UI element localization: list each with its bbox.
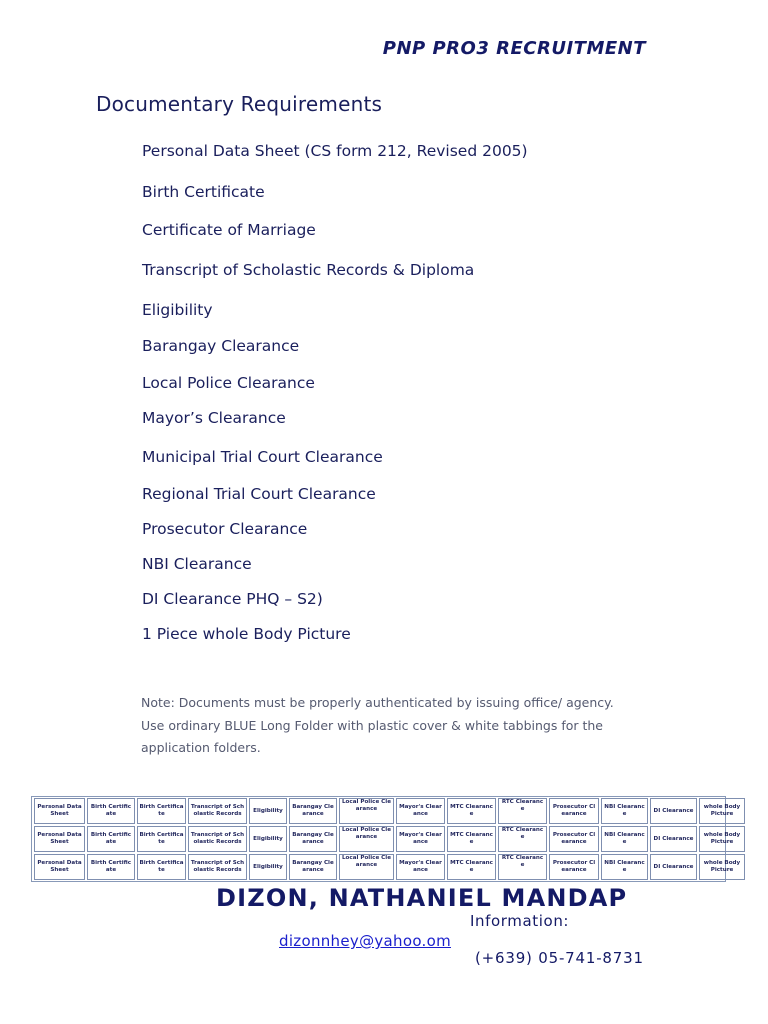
tab-label-cell: NBI Clearance	[601, 798, 648, 824]
requirement-item: Eligibility	[142, 301, 213, 319]
tab-label-cell: Prosecutor Clearance	[549, 826, 599, 852]
tab-label-cell: Birth Certificate	[137, 854, 186, 880]
tab-label-cell: whole Body Picture	[699, 798, 745, 824]
tab-label-cell: Eligibility	[249, 826, 287, 852]
requirement-item: NBI Clearance	[142, 555, 252, 573]
tab-label-cell: Barangay Clearance	[289, 798, 337, 824]
tab-label-cell: DI Clearance	[650, 854, 697, 880]
tab-label-cell: MTC Clearance	[447, 798, 496, 824]
tab-label-cell: Local Police Clearance	[339, 854, 394, 880]
tab-label-cell: Local Police Clearance	[339, 798, 394, 824]
tab-label-cell: Eligibility	[249, 798, 287, 824]
tab-label-cell: Transcript of Scholastic Records	[188, 826, 247, 852]
tab-label-cell: RTC Clearance	[498, 826, 547, 852]
tab-label-cell: MTC Clearance	[447, 826, 496, 852]
requirement-item: Local Police Clearance	[142, 374, 315, 392]
tab-label-cell: Prosecutor Clearance	[549, 798, 599, 824]
tab-label-cell: Mayor's Clearance	[396, 854, 445, 880]
requirement-item: Certificate of Marriage	[142, 221, 316, 239]
tab-label-cell: whole Body Picture	[699, 826, 745, 852]
tab-label-cell: NBI Clearance	[601, 826, 648, 852]
phone-number: (+639) 05-741-8731	[475, 949, 644, 967]
requirement-item: Birth Certificate	[142, 183, 265, 201]
tab-label-cell: Birth Certificate	[87, 826, 135, 852]
document-header: PNP PRO3 RECRUITMENT	[382, 38, 646, 59]
tab-label-cell: Transcript of Scholastic Records	[188, 854, 247, 880]
tab-row	[32, 853, 747, 881]
folder-tab-labels-table	[31, 796, 741, 882]
tab-label-cell: MTC Clearance	[447, 854, 496, 880]
note-line: Note: Documents must be properly authenticated by issuing office/ agency.	[141, 695, 614, 710]
requirement-item: Personal Data Sheet (CS form 212, Revised 2005)	[142, 142, 528, 160]
tab-label-cell: Eligibility	[249, 854, 287, 880]
requirement-item: DI Clearance PHQ – S2)	[142, 590, 323, 608]
requirement-item: Mayor’s Clearance	[142, 409, 286, 427]
tab-label-cell: Birth Certificate	[137, 798, 186, 824]
tab-label-cell: Birth Certificate	[137, 826, 186, 852]
tab-label-cell: RTC Clearance	[498, 854, 547, 880]
note-line: application folders.	[141, 740, 261, 755]
tab-label-cell: Barangay Clearance	[289, 826, 337, 852]
information-label: Information:	[470, 912, 570, 930]
tab-row	[32, 797, 747, 825]
note-line: Use ordinary BLUE Long Folder with plastic cover & white tabbings for the	[141, 717, 603, 733]
tab-label-cell: Birth Certificate	[87, 798, 135, 824]
tab-label-cell: Prosecutor Clearance	[549, 854, 599, 880]
page-title: Documentary Requirements	[96, 92, 383, 116]
requirement-item: Municipal Trial Court Clearance	[142, 448, 383, 466]
email-link[interactable]: dizonnhey@yahoo.om	[279, 932, 451, 950]
requirement-item: Barangay Clearance	[142, 337, 300, 355]
tab-label-cell: Barangay Clearance	[289, 854, 337, 880]
tab-label-cell: whole Body Picture	[699, 854, 745, 880]
note-text	[141, 692, 661, 760]
tab-label-cell: DI Clearance	[650, 826, 697, 852]
tab-label-cell: Personal Data Sheet	[34, 826, 85, 852]
tab-row	[32, 825, 747, 853]
tab-label-cell: Personal Data Sheet	[34, 798, 85, 824]
tab-label-cell: Transcript of Scholastic Records	[188, 798, 247, 824]
requirement-item: Transcript of Scholastic Records & Diploma	[142, 261, 475, 279]
tab-label-cell: DI Clearance	[650, 798, 697, 824]
tab-label-cell: Local Police Clearance	[339, 826, 394, 852]
applicant-name: DIZON, NATHANIEL MANDAP	[216, 884, 628, 912]
requirement-item: 1 Piece whole Body Picture	[142, 625, 351, 643]
tab-label-cell: Mayor's Clearance	[396, 826, 445, 852]
tab-label-cell: RTC Clearance	[498, 798, 547, 824]
tab-label-cell: Birth Certificate	[87, 854, 135, 880]
tab-label-cell: Mayor's Clearance	[396, 798, 445, 824]
tab-label-cell: NBI Clearance	[601, 854, 648, 880]
requirement-item: Prosecutor Clearance	[142, 520, 308, 538]
tab-label-cell: Personal Data Sheet	[34, 854, 85, 880]
requirement-item: Regional Trial Court Clearance	[142, 485, 376, 503]
